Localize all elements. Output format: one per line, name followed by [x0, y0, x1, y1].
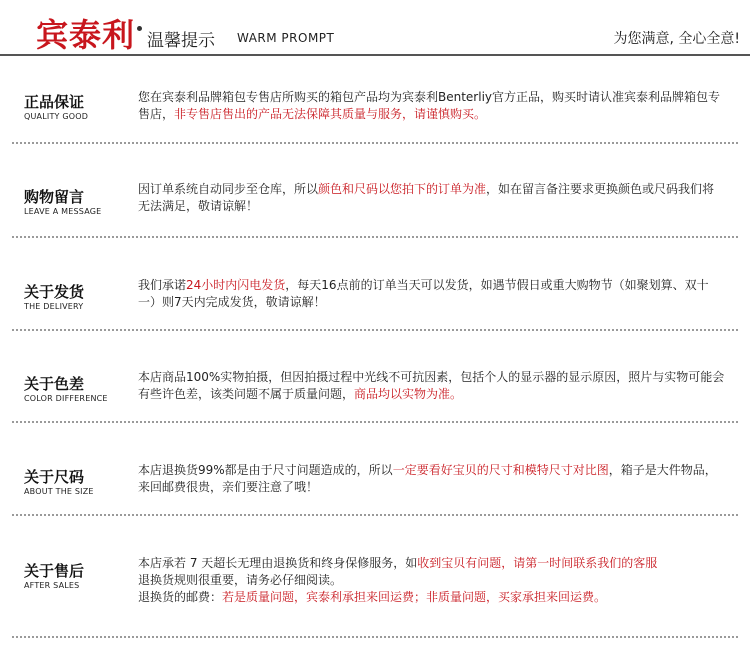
body-text: 退换货的邮费： — [138, 590, 223, 604]
section-title: 关于色差 — [24, 375, 85, 393]
dotted-divider — [12, 421, 738, 423]
body-highlight: 收到宝贝有问题，请第一时间联系我们的客服 — [417, 556, 658, 570]
body-line — [138, 555, 726, 572]
body-text: 本店商品100%实物拍摄，但因拍摄过程中光线不可抗因素，包括个人的显示器的显示原因，照片与实物可能会有些许色差，该类问题不属于质量问题， — [138, 370, 725, 401]
body-line — [138, 589, 726, 606]
body-text-tail: ，每天16点前的订单当天可以发货，如遇节假日或重大购物节（如聚划算、双十一）则7天内完成发货，敬请谅解！ — [138, 278, 709, 309]
slogan: 为您满意, 全心全意! — [613, 31, 740, 47]
subtitle-en: WARM PROMPT — [237, 31, 335, 45]
header-divider — [0, 54, 750, 56]
body-highlight: 24小时内闪电发货 — [186, 278, 286, 292]
section-body — [138, 89, 726, 123]
section-subtitle: ABOUT THE SIZE — [24, 487, 94, 496]
body-highlight: 一定要看好宝贝的尺寸和模特尺寸对比图 — [392, 463, 609, 477]
body-text: 本店承若 7 天超长无理由退换货和终身保修服务，如 — [138, 556, 418, 570]
dotted-divider — [12, 142, 738, 144]
dotted-divider — [12, 329, 738, 331]
body-highlight: 非专售店售出的产品无法保障其质量与服务，请谨慎购买。 — [174, 107, 487, 121]
body-text: 您在宾泰利品牌箱包专售店所购买的箱包产品均为宾泰利Benterliy官方正品，购买时请认准宾泰利品牌箱包专售店， — [138, 90, 721, 121]
section-body — [138, 555, 726, 606]
body-line: 退换货规则很重要，请务必仔细阅读。 — [138, 573, 343, 587]
section-subtitle: LEAVE A MESSAGE — [24, 207, 102, 216]
section-title: 正品保证 — [24, 93, 85, 111]
body-text-tail: ，如在留言备注要求更换颜色或尺码我们将无法满足，敬请谅解！ — [138, 182, 715, 213]
body-text: 我们承诺 — [138, 278, 187, 292]
section-subtitle: AFTER SALES — [24, 581, 80, 590]
section-body — [138, 462, 726, 496]
section-title: 关于售后 — [24, 562, 85, 580]
dotted-divider — [12, 636, 738, 638]
dotted-divider — [12, 236, 738, 238]
header — [0, 0, 750, 58]
section-body — [138, 181, 726, 215]
section-title: 购物留言 — [24, 188, 85, 206]
body-highlight: 颜色和尺码以您拍下的订单为准 — [318, 182, 487, 196]
section-body — [138, 369, 726, 403]
body-text-tail: ，箱子是大件物品，来回邮费很贵，亲们要注意了哦！ — [138, 463, 717, 494]
separator-dot — [137, 26, 142, 31]
section-title: 关于尺码 — [24, 468, 85, 486]
dotted-divider — [12, 514, 738, 516]
section-body — [138, 277, 726, 311]
section-subtitle: COLOR DIFFERENCE — [24, 394, 108, 403]
brand-logo-text: 宾泰利 — [36, 16, 136, 54]
body-highlight: 商品均以实物为准。 — [354, 387, 463, 401]
section-title: 关于发货 — [24, 283, 85, 301]
subtitle-cn: 温馨提示 — [147, 31, 215, 51]
section-subtitle: THE DELIVERY — [24, 302, 84, 311]
body-text: 本店退换货99%都是由于尺寸问题造成的，所以 — [138, 463, 393, 477]
section-subtitle: QUALITY GOOD — [24, 112, 89, 121]
body-highlight: 若是质量问题，宾泰利承担来回运费；非质量问题，买家承担来回运费。 — [222, 590, 607, 604]
body-text: 因订单系统自动同步至仓库，所以 — [138, 182, 319, 196]
